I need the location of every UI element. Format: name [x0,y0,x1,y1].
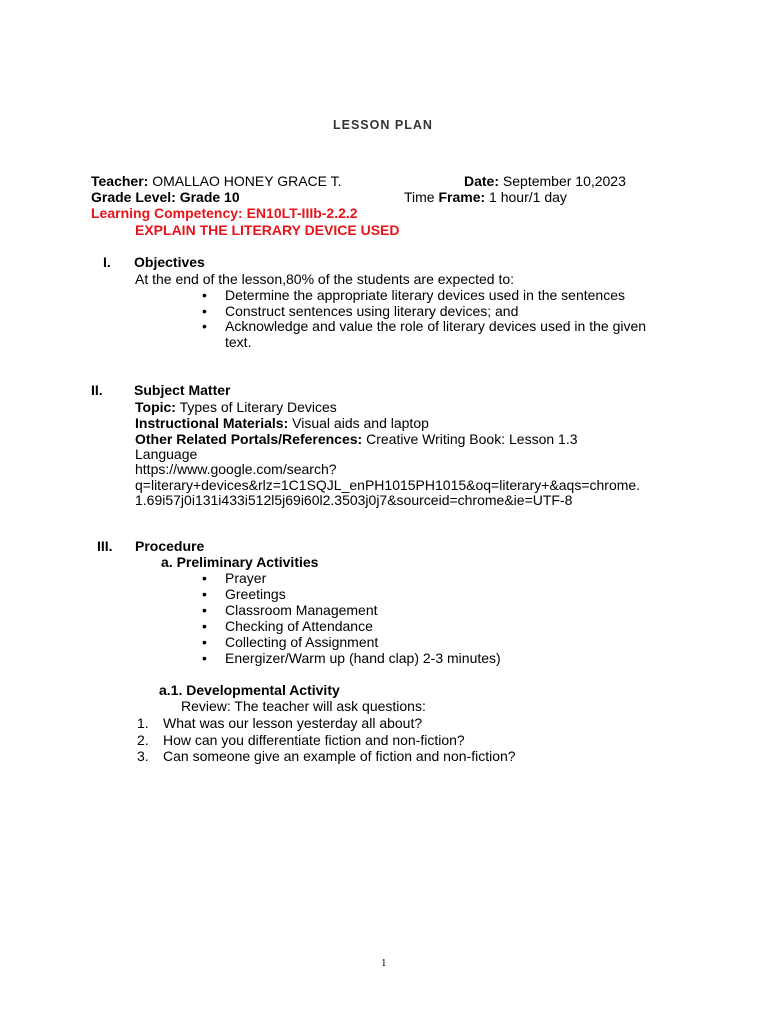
list-item: Prayer [225,570,267,586]
question-text: Can someone give an example of fiction and non-fiction? [163,748,516,764]
subject-matter-heading: Subject Matter [134,382,231,398]
bullet-icon: • [202,570,207,586]
topic-value: Types of Literary Devices [175,399,337,415]
list-item: Acknowledge and value the role of literary devices used in the given [225,318,647,334]
objectives-heading: Objectives [134,254,205,270]
objectives-intro: At the end of the lesson,80% of the students are expected to: [135,271,515,287]
list-item: Energizer/Warm up (hand clap) 2-3 minutes) [225,650,501,666]
list-item: Checking of Attendance [225,618,373,634]
teacher-label: Teacher: [91,173,149,189]
bullet-icon: • [202,586,207,602]
time-value: 1 hour/1 day [485,189,567,205]
bullet-icon: • [202,287,207,303]
time-label-2: Frame: [438,189,486,205]
date-line [464,173,626,189]
section-numeral-objectives: I. [103,254,111,270]
topic-label: Topic: [135,399,176,415]
reference-url-1: https://www.google.com/search? [135,461,337,477]
references-label: Other Related Portals/References: [135,431,363,447]
time-label-1: Time [404,189,439,205]
question-number: 1. [137,715,149,731]
time-frame-line [404,189,567,205]
references-line [135,431,578,447]
topic-line [135,399,337,415]
bullet-icon: • [202,634,207,650]
bullet-icon: • [202,602,207,618]
list-item: Determine the appropriate literary devices used in the sentences [225,287,625,303]
materials-label: Instructional Materials: [135,415,289,431]
grade-level: Grade Level: Grade 10 [91,189,240,205]
bullet-icon: • [202,318,207,334]
section-numeral-subject: II. [91,382,103,398]
list-item: Collecting of Assignment [225,634,379,650]
references-line-2: Language [135,446,198,462]
list-item: Classroom Management [225,602,378,618]
preliminary-activities-heading: a. Preliminary Activities [161,554,319,570]
list-item: Greetings [225,586,286,602]
reference-url-2: q=literary+devices&rlz=1C1SQJL_enPH1015PH1015&oq=literary+&aqs=chrome. [135,477,641,493]
materials-value: Visual aids and laptop [288,415,429,431]
bullet-icon: • [202,618,207,634]
date-label: Date: [464,173,500,189]
references-value: Creative Writing Book: Lesson 1.3 [362,431,578,447]
competency-subtitle: EXPLAIN THE LITERARY DEVICE USED [135,222,400,238]
question-text: What was our lesson yesterday all about? [163,715,423,731]
bullet-icon: • [202,303,207,319]
developmental-activity-heading: a.1. Developmental Activity [159,682,340,698]
list-item: Construct sentences using literary devices; and [225,303,519,319]
materials-line [135,415,429,431]
page-title: LESSON PLAN [333,118,433,132]
question-number: 3. [137,748,149,764]
teacher-line [91,173,342,189]
teacher-value: OMALLAO HONEY GRACE T. [148,173,342,189]
section-numeral-procedure: III. [97,538,113,554]
learning-competency: Learning Competency: EN10LT-IIIb-2.2.2 [91,205,358,221]
procedure-heading: Procedure [135,538,205,554]
reference-url-3: 1.69i57j0i131i433i512l5j69i60l2.3503j0j7&sourceid=chrome&ie=UTF-8 [135,492,573,508]
bullet-icon: • [202,650,207,666]
list-item-continuation: text. [225,334,252,350]
date-value: September 10,2023 [499,173,626,189]
question-number: 2. [137,732,149,748]
page-number: 1 [381,957,387,969]
review-intro: Review: The teacher will ask questions: [181,698,426,714]
question-text: How can you differentiate fiction and non-fiction? [163,732,465,748]
